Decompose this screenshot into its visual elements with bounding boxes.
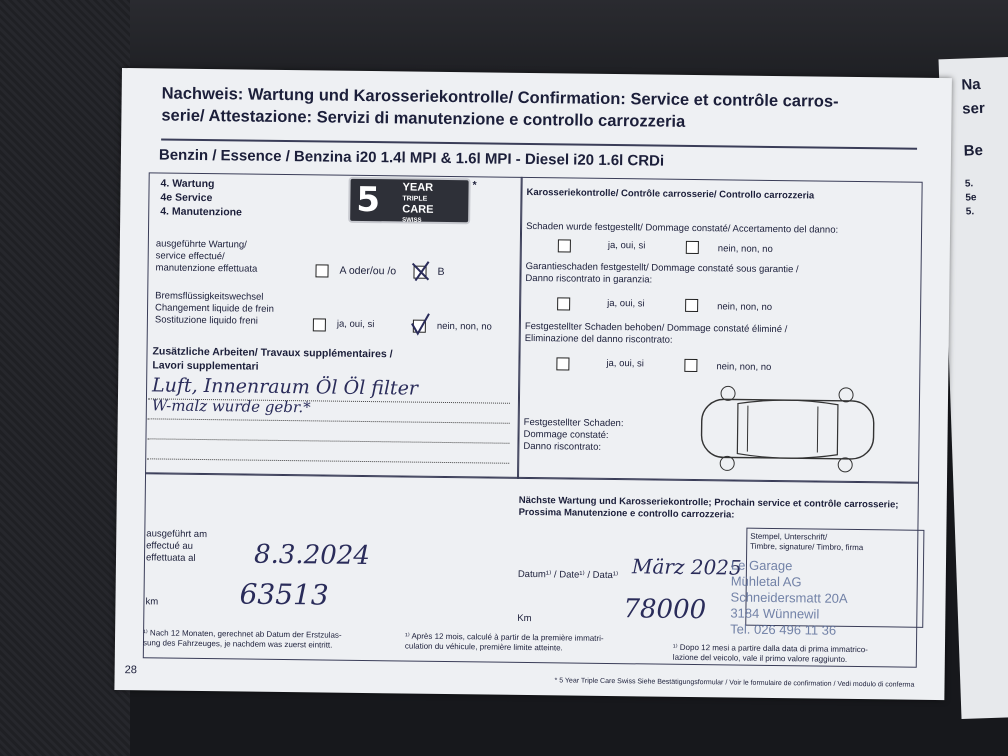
- service-heading: 4. Wartung 4e Service 4. Manutenzione: [160, 177, 243, 219]
- done-km-label: km: [145, 596, 159, 608]
- warranty-damage-question: Garantieschaden festgestellt/ Dommage constaté sous garantie / Danno riscontrato in garanzia:: [525, 260, 799, 286]
- extra-work-handwriting: Luft, Innenraum Öl Öl filter: [151, 374, 419, 400]
- option-a-checkbox[interactable]: [315, 264, 328, 277]
- next-page-text: Be: [963, 141, 984, 160]
- damage-no-label: nein, non, no: [717, 243, 773, 255]
- brake-yes-checkbox[interactable]: [313, 318, 326, 331]
- next-date-handwriting: März 2025: [631, 554, 742, 580]
- service-booklet-page: [114, 68, 952, 700]
- car-diagram-icon: [687, 385, 888, 473]
- page-number: 28: [124, 664, 137, 677]
- next-km-label: Km: [517, 612, 532, 625]
- done-on-label: ausgeführt am effectué au effettuata al: [145, 528, 208, 564]
- extra-work-handwriting: W-malz wurde gebr.*: [151, 396, 311, 417]
- footnote-fr: ¹⁾ Après 12 mois, calculé à partir de la première immatri- culation du véhicule, première limite atteinte.: [404, 631, 604, 653]
- body-check-heading: Karosseriekontrolle/ Contrôle carrosserie/ Controllo carrozzeria: [526, 186, 815, 202]
- repair-no-checkbox[interactable]: [684, 359, 697, 372]
- damage-no-checkbox[interactable]: [686, 241, 699, 254]
- next-page-text: 5.: [965, 206, 975, 218]
- damage-question: Schaden wurde festgestellt/ Dommage constaté/ Accertamento del danno:: [526, 220, 839, 236]
- extra-work-label: Zusätzliche Arbeiten/ Travaux supplémentaires / Lavori supplementari: [152, 345, 393, 373]
- repair-question: Festgestellter Schaden behoben/ Dommage constaté éliminé / Eliminazione del danno riscontrato:: [524, 320, 788, 346]
- next-page-text: 5e: [965, 192, 977, 204]
- service-date-handwriting: 8.3.2024: [253, 539, 371, 572]
- warranty-yes-checkbox[interactable]: [557, 297, 570, 310]
- found-damage-label: Festgestellter Schaden: Dommage constaté: Danno riscontrato:: [523, 416, 624, 453]
- next-page-text: 5.: [964, 178, 974, 190]
- model-subtitle: Benzin / Essence / Benzina i20 1.4l MPI & 1.6l MPI - Diesel i20 1.6l CRDi: [158, 146, 665, 170]
- checkmark-icon: [409, 258, 433, 284]
- brake-yes-label: ja, oui, si: [336, 318, 375, 331]
- service-done-label: ausgeführte Wartung/ service effectué/ manutenzione effettuata: [155, 238, 258, 275]
- next-page-text: ser: [961, 99, 986, 118]
- garage-stamp: Le Garage Mühletal AG Schneidersmatt 20A 3184 Wünnewil Tel. 026 496 11 36: [730, 557, 848, 638]
- page-title: Nachweis: Wartung und Karosseriekontrolle/ Confirmation: Service et contrôle carros- serie/ Attestazione: Servizi di manutenzione e controllo carrozzeria: [161, 84, 839, 131]
- warranty-yes-label: ja, oui, si: [607, 297, 645, 310]
- warranty-no-checkbox[interactable]: [685, 299, 698, 312]
- background-seat: [0, 0, 130, 756]
- asterisk: *: [472, 179, 477, 192]
- warranty-no-label: nein, non, no: [717, 301, 773, 313]
- brake-fluid-label: Bremsflüssigkeitswechsel Changement liquide de frein Sostituzione liquido freni: [154, 290, 274, 327]
- option-a-label: A oder/ou /o: [339, 264, 397, 278]
- damage-yes-label: ja, oui, si: [607, 239, 646, 252]
- repair-yes-checkbox[interactable]: [556, 357, 569, 370]
- next-km-handwriting: 78000: [623, 594, 707, 626]
- next-service-heading: Nächste Wartung und Karosseriekontrolle; Prochain service et contrôle carrosserie; Prossima Manutenzione e controllo carrozzeria:: [518, 494, 899, 521]
- option-b-label: B: [437, 265, 445, 278]
- damage-yes-checkbox[interactable]: [558, 239, 571, 252]
- next-page-text: Na: [961, 75, 981, 94]
- next-date-label: Datum¹⁾ / Date¹⁾ / Data¹⁾: [517, 568, 619, 582]
- service-km-handwriting: 63513: [239, 577, 329, 612]
- triple-care-logo: 5 YEAR TRIPLE CARE SWISS: [348, 177, 471, 224]
- footnote-it: ¹⁾ Dopo 12 mesi a partire dalla data di prima immatrico- lazione del veicolo, vale il primo valore raggiunto.: [672, 642, 868, 664]
- triple-care-footnote: * 5 Year Triple Care Swiss Siehe Bestätigungsformular / Voir le formulaire de confirmation / Vedi modulo di conferma: [554, 677, 915, 689]
- repair-no-label: nein, non, no: [716, 361, 772, 373]
- footnote-de: ¹⁾ Nach 12 Monaten, gerechnet ab Datum der Erstzulas- sung des Fahrzeuges, je nachdem was zuerst eintritt.: [142, 628, 342, 650]
- brake-no-label: nein, non, no: [436, 320, 492, 333]
- repair-yes-label: ja, oui, si: [606, 357, 644, 370]
- stamp-label: Stempel, Unterschrift/ Timbre, signature/ Timbro, firma: [750, 531, 864, 553]
- checkmark-icon: [409, 312, 433, 338]
